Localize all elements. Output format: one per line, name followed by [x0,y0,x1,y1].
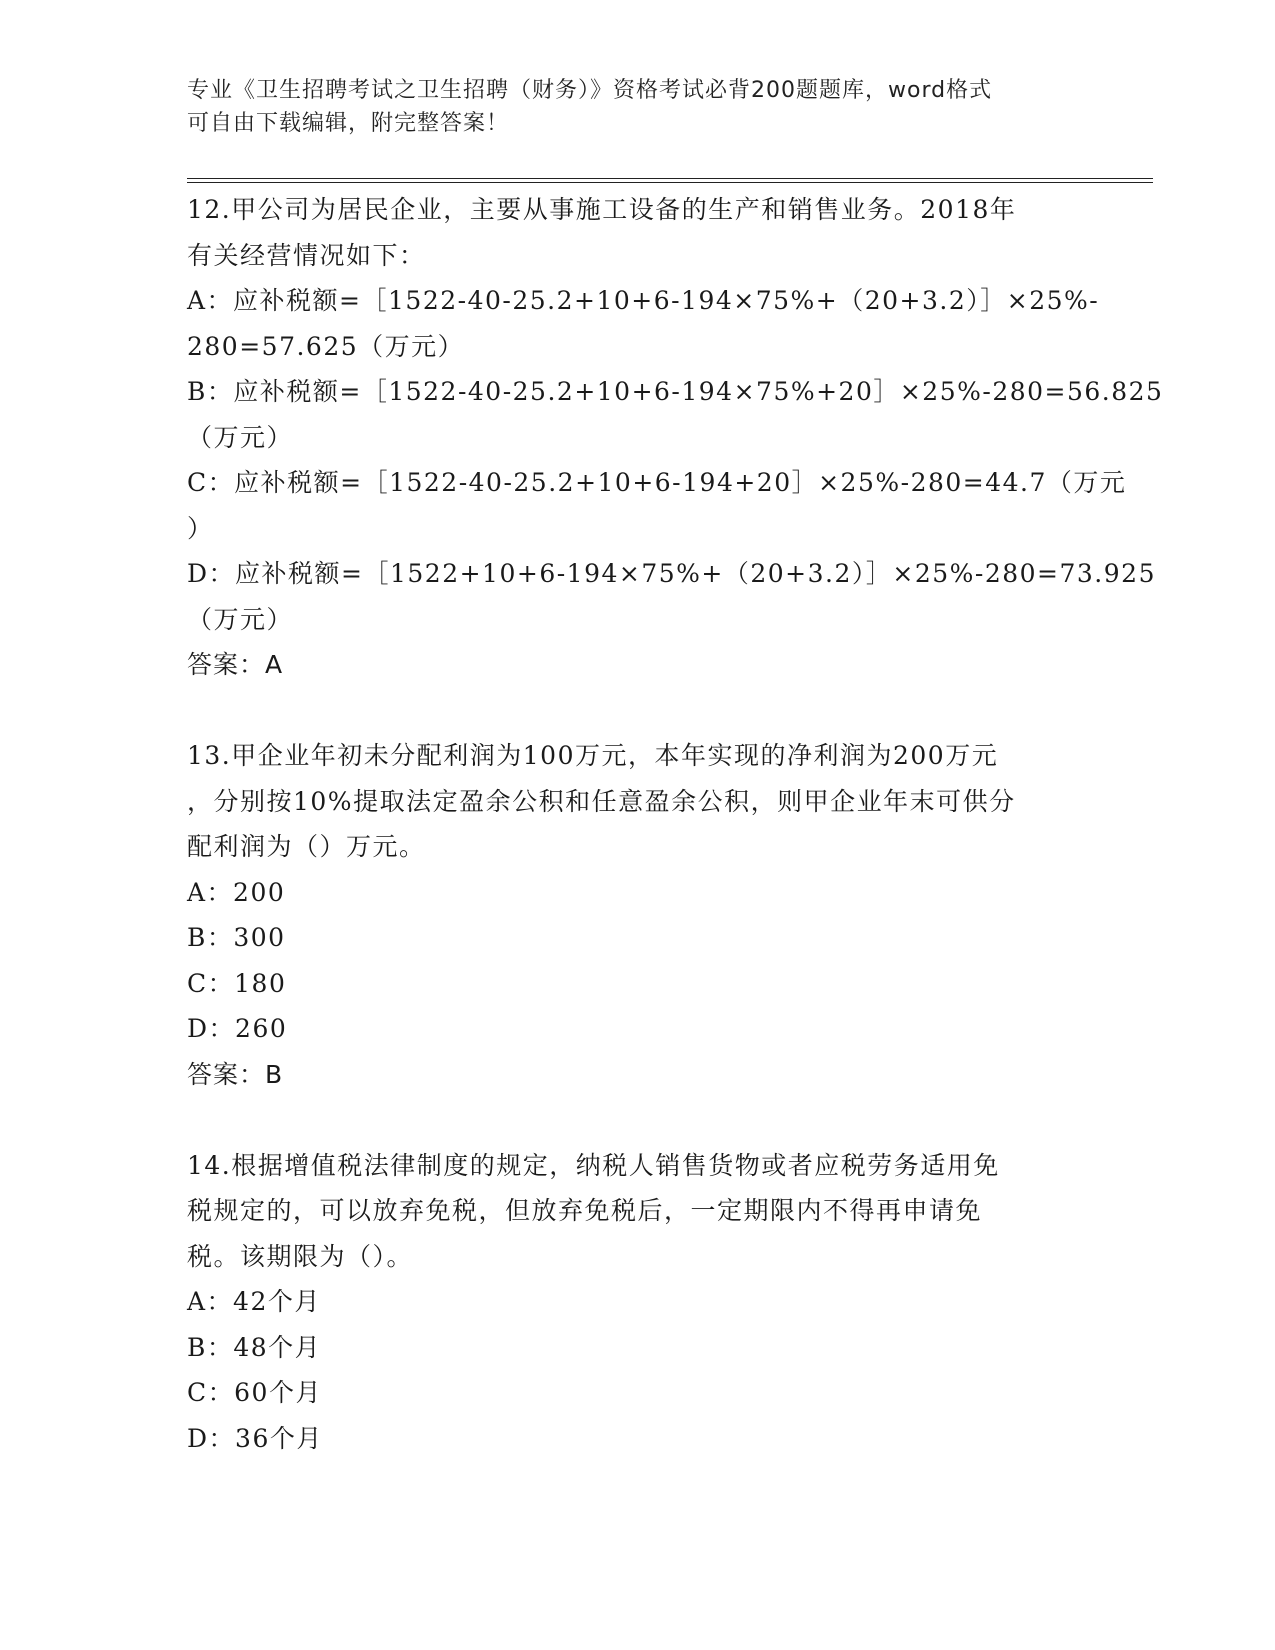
option-c-line: ） [187,513,214,543]
option-d-line: （万元） [187,604,294,634]
option-a-line: A：200 [187,877,286,907]
question-14 [187,1143,1087,1462]
question-list [187,187,1164,1461]
option-c-line: C：180 [187,968,287,998]
option-a-line: A：42个月 [187,1287,321,1316]
header-title-line-2: 可自由下载编辑，附完整答案！ [187,111,510,136]
question-12 [187,187,1164,688]
question-spacer [187,1097,1087,1143]
header-title-line-1: 专业《卫生招聘考试之卫生招聘（财务）》资格考试必背200题题库，word格式 [187,78,993,103]
document-header [187,74,1067,140]
question-stem-line: ，分别按10%提取法定盈余公积和任意盈余公积，则甲企业年末可供分 [187,786,1016,816]
option-c-line: C：应补税额=［1522-40-25.2+10+6-194+20］×25%-280=44.7（万元 [187,468,1127,497]
question-spacer [187,688,1087,734]
option-b-line: B：应补税额=［1522-40-25.2+10+6-194×75%+20］×25%-280=56.825 [187,377,1164,406]
option-a-line: A：应补税额=［1522-40-25.2+10+6-194×75%+（20+3.2）］×25%- [187,286,1100,315]
question-stem-line: 12.甲公司为居民企业，主要从事施工设备的生产和销售业务。2018年 [187,195,1017,224]
question-stem-line: 税规定的，可以放弃免税，但放弃免税后，一定期限内不得再申请免 [187,1196,983,1225]
option-c-line: C：60个月 [187,1378,322,1407]
header-divider-top [187,178,1153,179]
option-a-line: 280=57.625（万元） [187,331,465,361]
question-stem-line: 配利润为（）万元。 [187,832,426,861]
question-stem-line: 13.甲企业年初未分配利润为100万元，本年实现的净利润为200万元 [187,741,999,770]
option-d-line: D：应补税额=［1522+10+6-194×75%+（20+3.2）］×25%-280=73.925 [187,559,1156,588]
question-stem-line: 有关经营情况如下： [187,240,426,270]
question-13 [187,733,1087,1097]
option-b-line: B：300 [187,923,286,952]
header-divider-bottom [187,182,1153,183]
answer-label: 答案：B [187,1059,284,1089]
option-b-line: B：48个月 [187,1332,322,1362]
question-stem-line: 税。该期限为（）。 [187,1241,414,1271]
option-d-line: D：260 [187,1014,288,1043]
question-stem-line: 14.根据增值税法律制度的规定，纳税人销售货物或者应税劳务适用免 [187,1150,1000,1180]
answer-label: 答案：A [187,650,284,679]
option-d-line: D：36个月 [187,1423,323,1453]
option-b-line: （万元） [187,422,294,452]
